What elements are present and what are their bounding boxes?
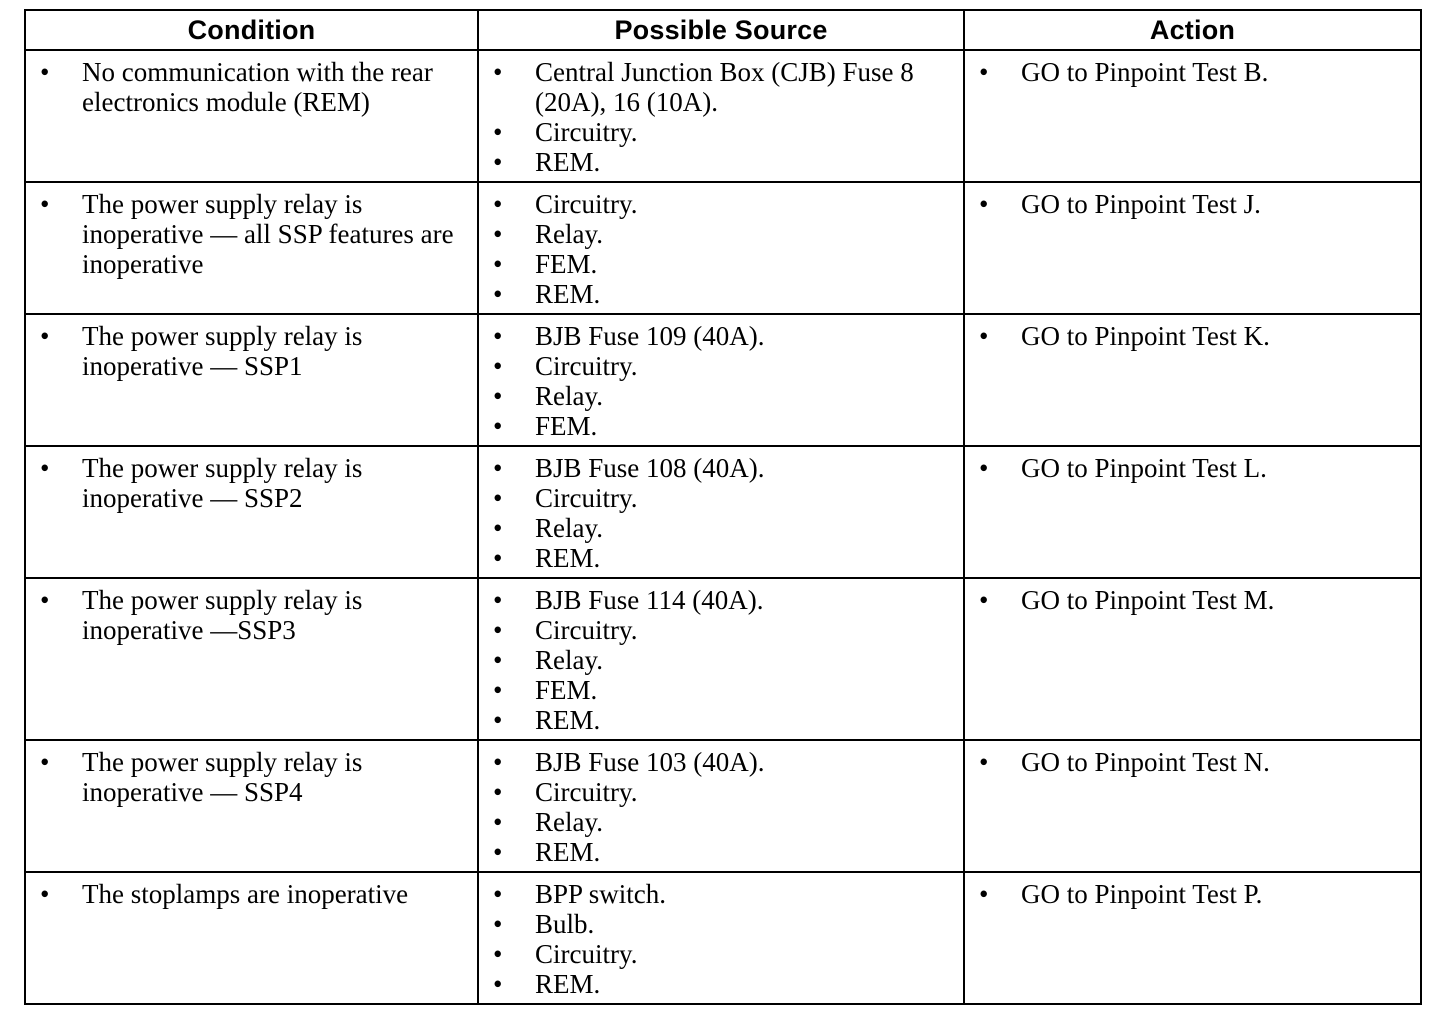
possible-source-item: • BPP switch. bbox=[479, 879, 955, 909]
condition-list bbox=[26, 51, 477, 121]
action-cell bbox=[964, 578, 1421, 740]
possible-source-item: • Relay. bbox=[479, 381, 955, 411]
action-item: • GO to Pinpoint Test N. bbox=[965, 747, 1412, 777]
action-cell bbox=[964, 314, 1421, 446]
possible-source-item: • Circuitry. bbox=[479, 189, 955, 219]
possible-source-item: • REM. bbox=[479, 543, 955, 573]
possible-source-item: • REM. bbox=[479, 969, 955, 999]
action-cell bbox=[964, 872, 1421, 1004]
possible-source-item: • Relay. bbox=[479, 807, 955, 837]
possible-source-item: • Circuitry. bbox=[479, 615, 955, 645]
condition-column-header: Condition bbox=[25, 10, 478, 50]
possible-source-item: • Circuitry. bbox=[479, 117, 955, 147]
table-row bbox=[25, 50, 1421, 182]
action-cell bbox=[964, 740, 1421, 872]
condition-list bbox=[26, 741, 477, 811]
possible-source-item: • Circuitry. bbox=[479, 777, 955, 807]
condition-cell bbox=[25, 314, 478, 446]
action-cell bbox=[964, 182, 1421, 314]
possible-source-cell bbox=[478, 314, 964, 446]
possible-source-list bbox=[479, 51, 963, 181]
possible-source-cell bbox=[478, 182, 964, 314]
possible-source-item: • Central Junction Box (CJB) Fuse 8 (20A), 16 (10A). bbox=[479, 57, 955, 117]
possible-source-item: • FEM. bbox=[479, 411, 955, 441]
action-column-header: Action bbox=[964, 10, 1421, 50]
possible-source-list bbox=[479, 183, 963, 313]
condition-cell bbox=[25, 872, 478, 1004]
table-row bbox=[25, 314, 1421, 446]
action-item: • GO to Pinpoint Test K. bbox=[965, 321, 1412, 351]
possible-source-item: • Circuitry. bbox=[479, 351, 955, 381]
table-row bbox=[25, 578, 1421, 740]
symptom-chart-table bbox=[24, 9, 1422, 1005]
possible-source-list bbox=[479, 873, 963, 1003]
condition-item: • The stoplamps are inoperative bbox=[26, 879, 469, 909]
possible-source-item: • Circuitry. bbox=[479, 483, 955, 513]
table-row bbox=[25, 872, 1421, 1004]
possible-source-item: • REM. bbox=[479, 705, 955, 735]
possible-source-item: • BJB Fuse 114 (40A). bbox=[479, 585, 955, 615]
possible-source-item: • REM. bbox=[479, 279, 955, 309]
table-header-row bbox=[25, 10, 1421, 50]
possible-source-column-header: Possible Source bbox=[478, 10, 964, 50]
action-list bbox=[965, 51, 1420, 91]
table-body bbox=[25, 50, 1421, 1004]
condition-list bbox=[26, 447, 477, 517]
condition-cell bbox=[25, 182, 478, 314]
action-item: • GO to Pinpoint Test P. bbox=[965, 879, 1412, 909]
action-list bbox=[965, 741, 1420, 781]
possible-source-item: • REM. bbox=[479, 147, 955, 177]
possible-source-cell bbox=[478, 872, 964, 1004]
possible-source-item: • Bulb. bbox=[479, 909, 955, 939]
action-list bbox=[965, 579, 1420, 619]
action-list bbox=[965, 873, 1420, 913]
possible-source-item: • Circuitry. bbox=[479, 939, 955, 969]
action-list bbox=[965, 447, 1420, 487]
diagnostic-table-page bbox=[24, 9, 1420, 1005]
possible-source-item: • BJB Fuse 109 (40A). bbox=[479, 321, 955, 351]
action-item: • GO to Pinpoint Test L. bbox=[965, 453, 1412, 483]
possible-source-item: • BJB Fuse 103 (40A). bbox=[479, 747, 955, 777]
possible-source-item: • Relay. bbox=[479, 513, 955, 543]
possible-source-item: • BJB Fuse 108 (40A). bbox=[479, 453, 955, 483]
possible-source-cell bbox=[478, 446, 964, 578]
condition-item: • The power supply relay is inoperative — all SSP features are inoperative bbox=[26, 189, 469, 279]
possible-source-item: • Relay. bbox=[479, 219, 955, 249]
possible-source-item: • FEM. bbox=[479, 675, 955, 705]
possible-source-item: • REM. bbox=[479, 837, 955, 867]
condition-list bbox=[26, 315, 477, 385]
table-row bbox=[25, 182, 1421, 314]
condition-list bbox=[26, 183, 477, 283]
possible-source-cell bbox=[478, 50, 964, 182]
possible-source-list bbox=[479, 315, 963, 445]
action-item: • GO to Pinpoint Test J. bbox=[965, 189, 1412, 219]
condition-item: • The power supply relay is inoperative — SSP1 bbox=[26, 321, 469, 381]
action-item: • GO to Pinpoint Test M. bbox=[965, 585, 1412, 615]
table-row bbox=[25, 446, 1421, 578]
table-row bbox=[25, 740, 1421, 872]
possible-source-cell bbox=[478, 740, 964, 872]
condition-cell bbox=[25, 740, 478, 872]
condition-cell bbox=[25, 446, 478, 578]
possible-source-cell bbox=[478, 578, 964, 740]
condition-item: • The power supply relay is inoperative — SSP4 bbox=[26, 747, 469, 807]
condition-list bbox=[26, 579, 477, 649]
action-list bbox=[965, 315, 1420, 355]
action-item: • GO to Pinpoint Test B. bbox=[965, 57, 1412, 87]
condition-item: • The power supply relay is inoperative —SSP3 bbox=[26, 585, 469, 645]
action-cell bbox=[964, 50, 1421, 182]
condition-item: • No communication with the rear electronics module (REM) bbox=[26, 57, 469, 117]
condition-item: • The power supply relay is inoperative — SSP2 bbox=[26, 453, 469, 513]
condition-cell bbox=[25, 578, 478, 740]
condition-list bbox=[26, 873, 477, 913]
condition-cell bbox=[25, 50, 478, 182]
possible-source-item: • Relay. bbox=[479, 645, 955, 675]
possible-source-list bbox=[479, 447, 963, 577]
action-list bbox=[965, 183, 1420, 223]
possible-source-list bbox=[479, 579, 963, 739]
possible-source-list bbox=[479, 741, 963, 871]
action-cell bbox=[964, 446, 1421, 578]
possible-source-item: • FEM. bbox=[479, 249, 955, 279]
